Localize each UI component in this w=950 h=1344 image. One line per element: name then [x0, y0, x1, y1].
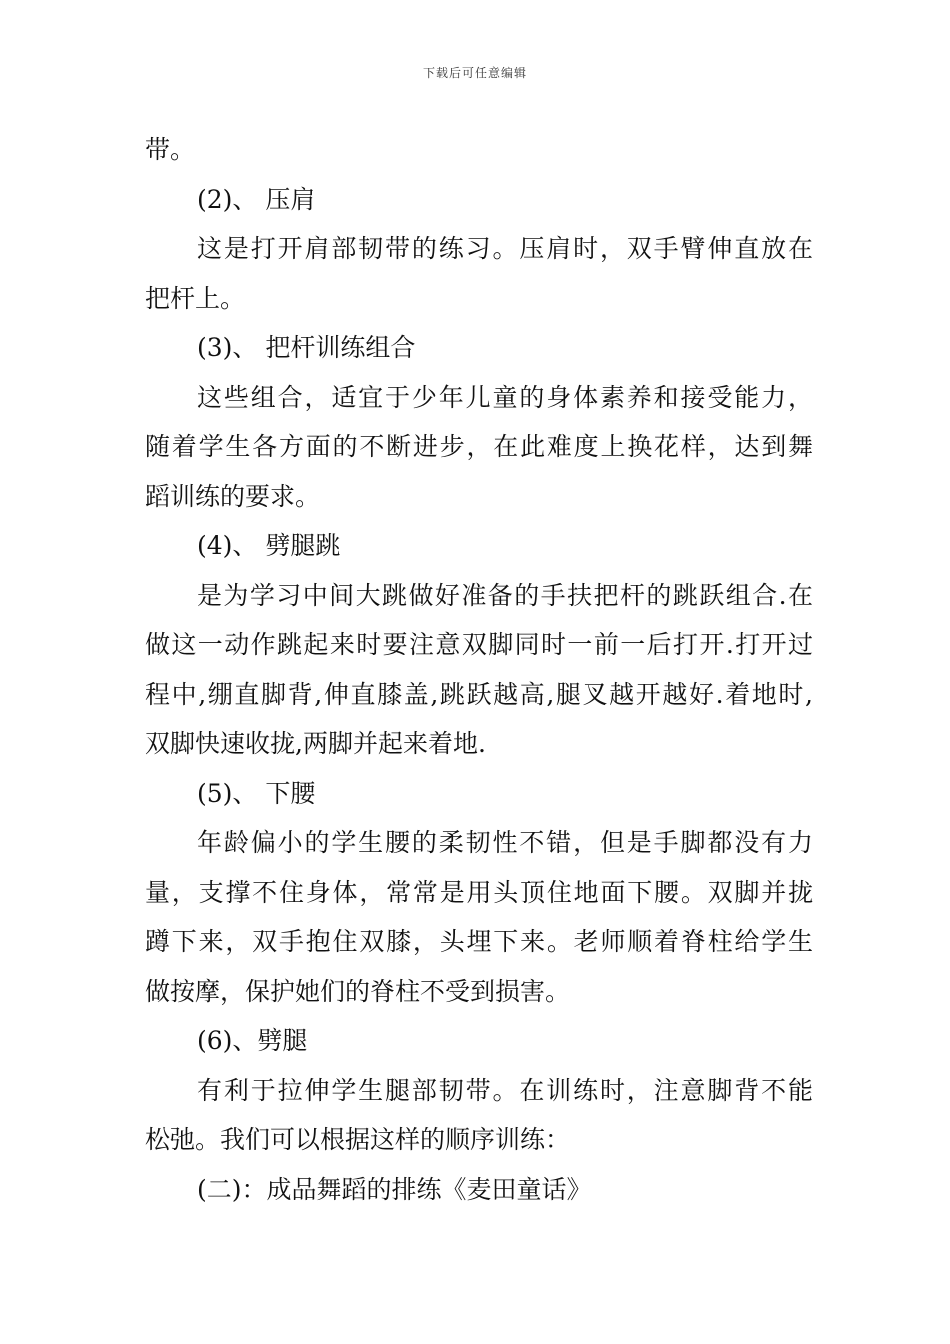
text-line: 有利于拉伸学生腿部韧带。在训练时，注意脚背不能 — [197, 1075, 813, 1105]
text-line: 年龄偏小的学生腰的柔韧性不错，但是手脚都没有力 — [197, 828, 813, 857]
text-line: 量，支撑不住身体，常常是用头顶住地面下腰。双脚并拢 — [145, 877, 813, 907]
page-header: 下载后可任意编辑 — [422, 66, 527, 80]
text-line: 这些组合，适宜于少年儿童的身体素养和接受能力， — [197, 382, 813, 412]
section-heading: (6)、劈腿 — [197, 1026, 308, 1055]
text-line: 蹲下来，双手抱住双膝，头埋下来。老师顺着脊柱给学生 — [145, 927, 813, 956]
text-line: 做这一动作跳起来时要注意双脚同时一前一后打开.打开过 — [145, 630, 813, 659]
document-body — [145, 125, 813, 1214]
text-line: 双脚快速收拢,两脚并起来着地. — [145, 729, 486, 758]
text-line: 蹈训练的要求。 — [145, 481, 321, 511]
text-line: 随着学生各方面的不断进步，在此难度上换花样，达到舞 — [145, 432, 813, 461]
text-line: 程中,绷直脚背,伸直膝盖,跳跃越高,腿叉越开越好.着地时, — [145, 679, 813, 709]
section-heading: (2)、 压肩 — [197, 184, 316, 214]
section-heading: (4)、 劈腿跳 — [197, 531, 341, 560]
text-line: 松弛。我们可以根据这样的顺序训练： — [145, 1125, 571, 1154]
text-line: 把杆上。 — [145, 283, 246, 313]
text-line: 带。 — [145, 135, 196, 164]
section-heading: (3)、 把杆训练组合 — [197, 333, 416, 362]
text-line: 做按摩，保护她们的脊柱不受到损害。 — [145, 976, 571, 1006]
section-heading: (5)、 下腰 — [197, 778, 316, 808]
text-line: 是为学习中间大跳做好准备的手扶把杆的跳跃组合.在 — [197, 580, 813, 610]
text-line: 这是打开肩部韧带的练习。压肩时，双手臂伸直放在 — [197, 234, 813, 263]
section-heading: (二)：成品舞蹈的排练《麦田童话》 — [197, 1174, 592, 1204]
